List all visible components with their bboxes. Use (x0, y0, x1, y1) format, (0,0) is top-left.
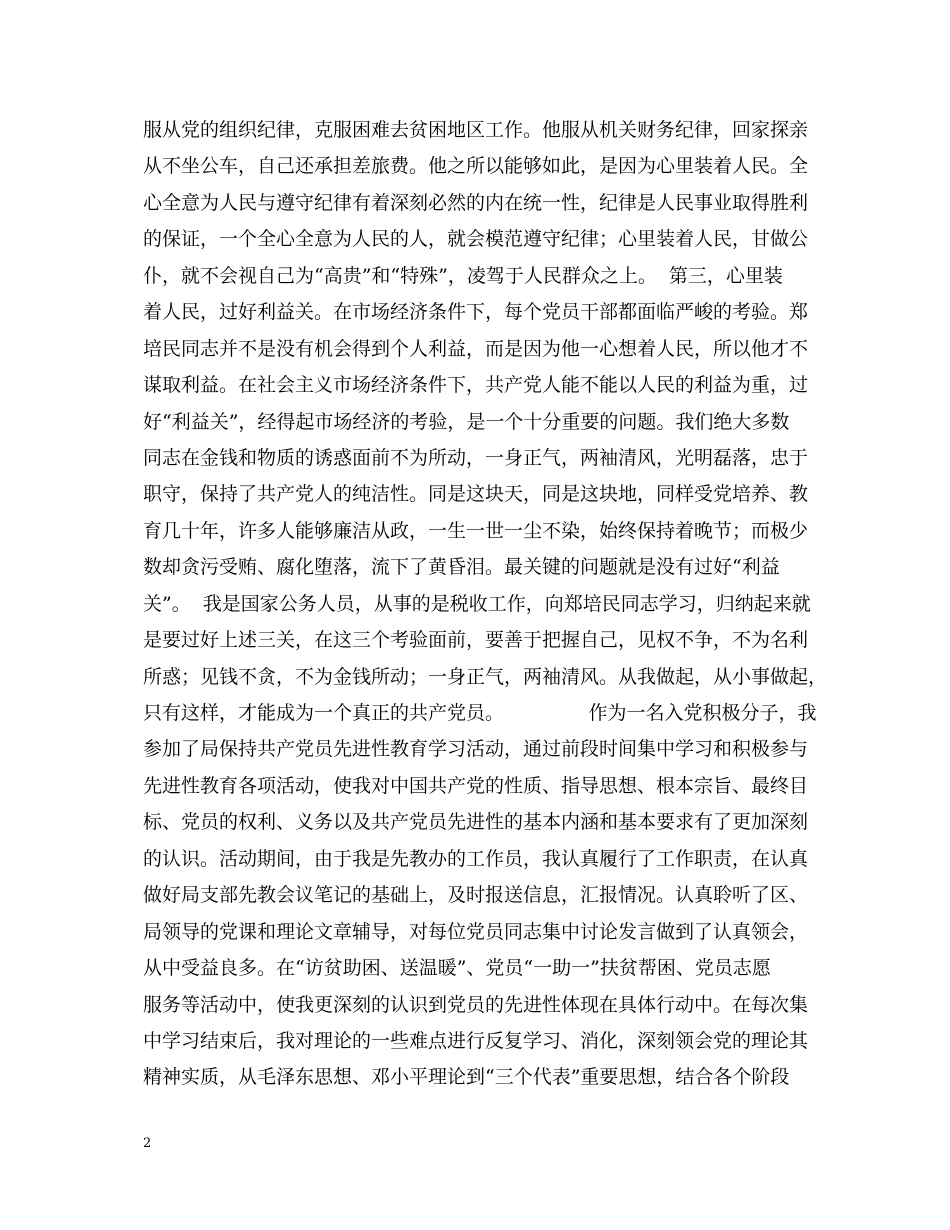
text-line: 着人民，过好利益关。在市场经济条件下，每个党员干部都面临严峻的考验。郑 (143, 301, 809, 324)
text-line: 局领导的党课和理论文章辅导，对每位党员同志集中讨论发言做到了认真领会， (143, 920, 809, 943)
text-line: 关”。 我是国家公务人员，从事的是税收工作，向郑培民同志学习，归纳起来就 (143, 592, 811, 615)
text-line: 的认识。活动期间，由于我是先教办的工作员，我认真履行了工作职责，在认真 (143, 847, 809, 870)
text-line: 所惑；见钱不贪，不为金钱所动；一身正气，两袖清风。从我做起，从小事做起， (143, 665, 828, 688)
text-line: 好“利益关”，经得起市场经济的考验，是一个十分重要的问题。我们绝大多数 (143, 410, 790, 433)
text-line: 是要过好上述三关，在这三个考验面前，要善于把握自己，见权不争，不为名利 (143, 629, 809, 652)
text-line: 数却贪污受贿、腐化堕落，流下了黄昏泪。最关键的问题就是没有过好“利益 (143, 556, 780, 579)
text-line: 精神实质，从毛泽东思想、邓小平理论到“三个代表”重要思想，结合各个阶段 (143, 1066, 790, 1089)
body-text (143, 112, 828, 1096)
text-line: 育几十年，许多人能够廉洁从政，一生一世一尘不染，始终保持着晚节；而极少 (143, 519, 809, 542)
text-line: 心全意为人民与遵守纪律有着深刻必然的内在统一性，纪律是人民事业取得胜利 (143, 191, 809, 214)
text-line: 只有这样，才能成为一个真正的共产党员。 作为一名入党积极分子，我 (143, 702, 817, 724)
page-number: 2 (143, 1136, 152, 1151)
text-line: 做好局支部先教会议笔记的基础上，及时报送信息，汇报情况。认真聆听了区、 (143, 884, 809, 907)
text-line: 谋取利益。在社会主义市场经济条件下，共产党人能不能以人民的利益为重，过 (143, 374, 809, 397)
text-line: 参加了局保持共产党员先进性教育学习活动，通过前段时间集中学习和积极参与 (143, 738, 809, 761)
text-line: 培民同志并不是没有机会得到个人利益，而是因为他一心想着人民，所以他才不 (143, 337, 809, 360)
text-line: 服务等活动中，使我更深刻的认识到党员的先进性体现在具体行动中。在每次集 (143, 993, 809, 1016)
text-line: 从不坐公车，自己还承担差旅费。他之所以能够如此，是因为心里装着人民。全 (143, 155, 809, 178)
text-line: 中学习结束后，我对理论的一些难点进行反复学习、消化，深刻领会党的理论其 (143, 1029, 809, 1052)
text-line: 仆，就不会视自己为“高贵”和“特殊”，凌驾于人民群众之上。 第三，心里装 (143, 264, 783, 287)
text-line: 职守，保持了共产党人的纯洁性。同是这块天，同是这块地，同样受党培养、教 (143, 483, 809, 506)
text-line: 服从党的组织纪律，克服困难去贫困地区工作。他服从机关财务纪律，回家探亲 (143, 119, 809, 141)
text-line: 从中受益良多。在“访贫助困、送温暖”、党员“一助一”扶贫帮困、党员志愿 (143, 957, 771, 980)
text-line: 同志在金钱和物质的诱惑面前不为所动，一身正气，两袖清风，光明磊落，忠于 (143, 446, 809, 469)
text-line: 先进性教育各项活动，使我对中国共产党的性质、指导思想、根本宗旨、最终目 (143, 774, 809, 797)
text-line: 标、党员的权利、义务以及共产党员先进性的基本内涵和基本要求有了更加深刻 (143, 811, 809, 834)
text-line: 的保证，一个全心全意为人民的人，就会模范遵守纪律；心里装着人民，甘做公 (143, 228, 809, 251)
